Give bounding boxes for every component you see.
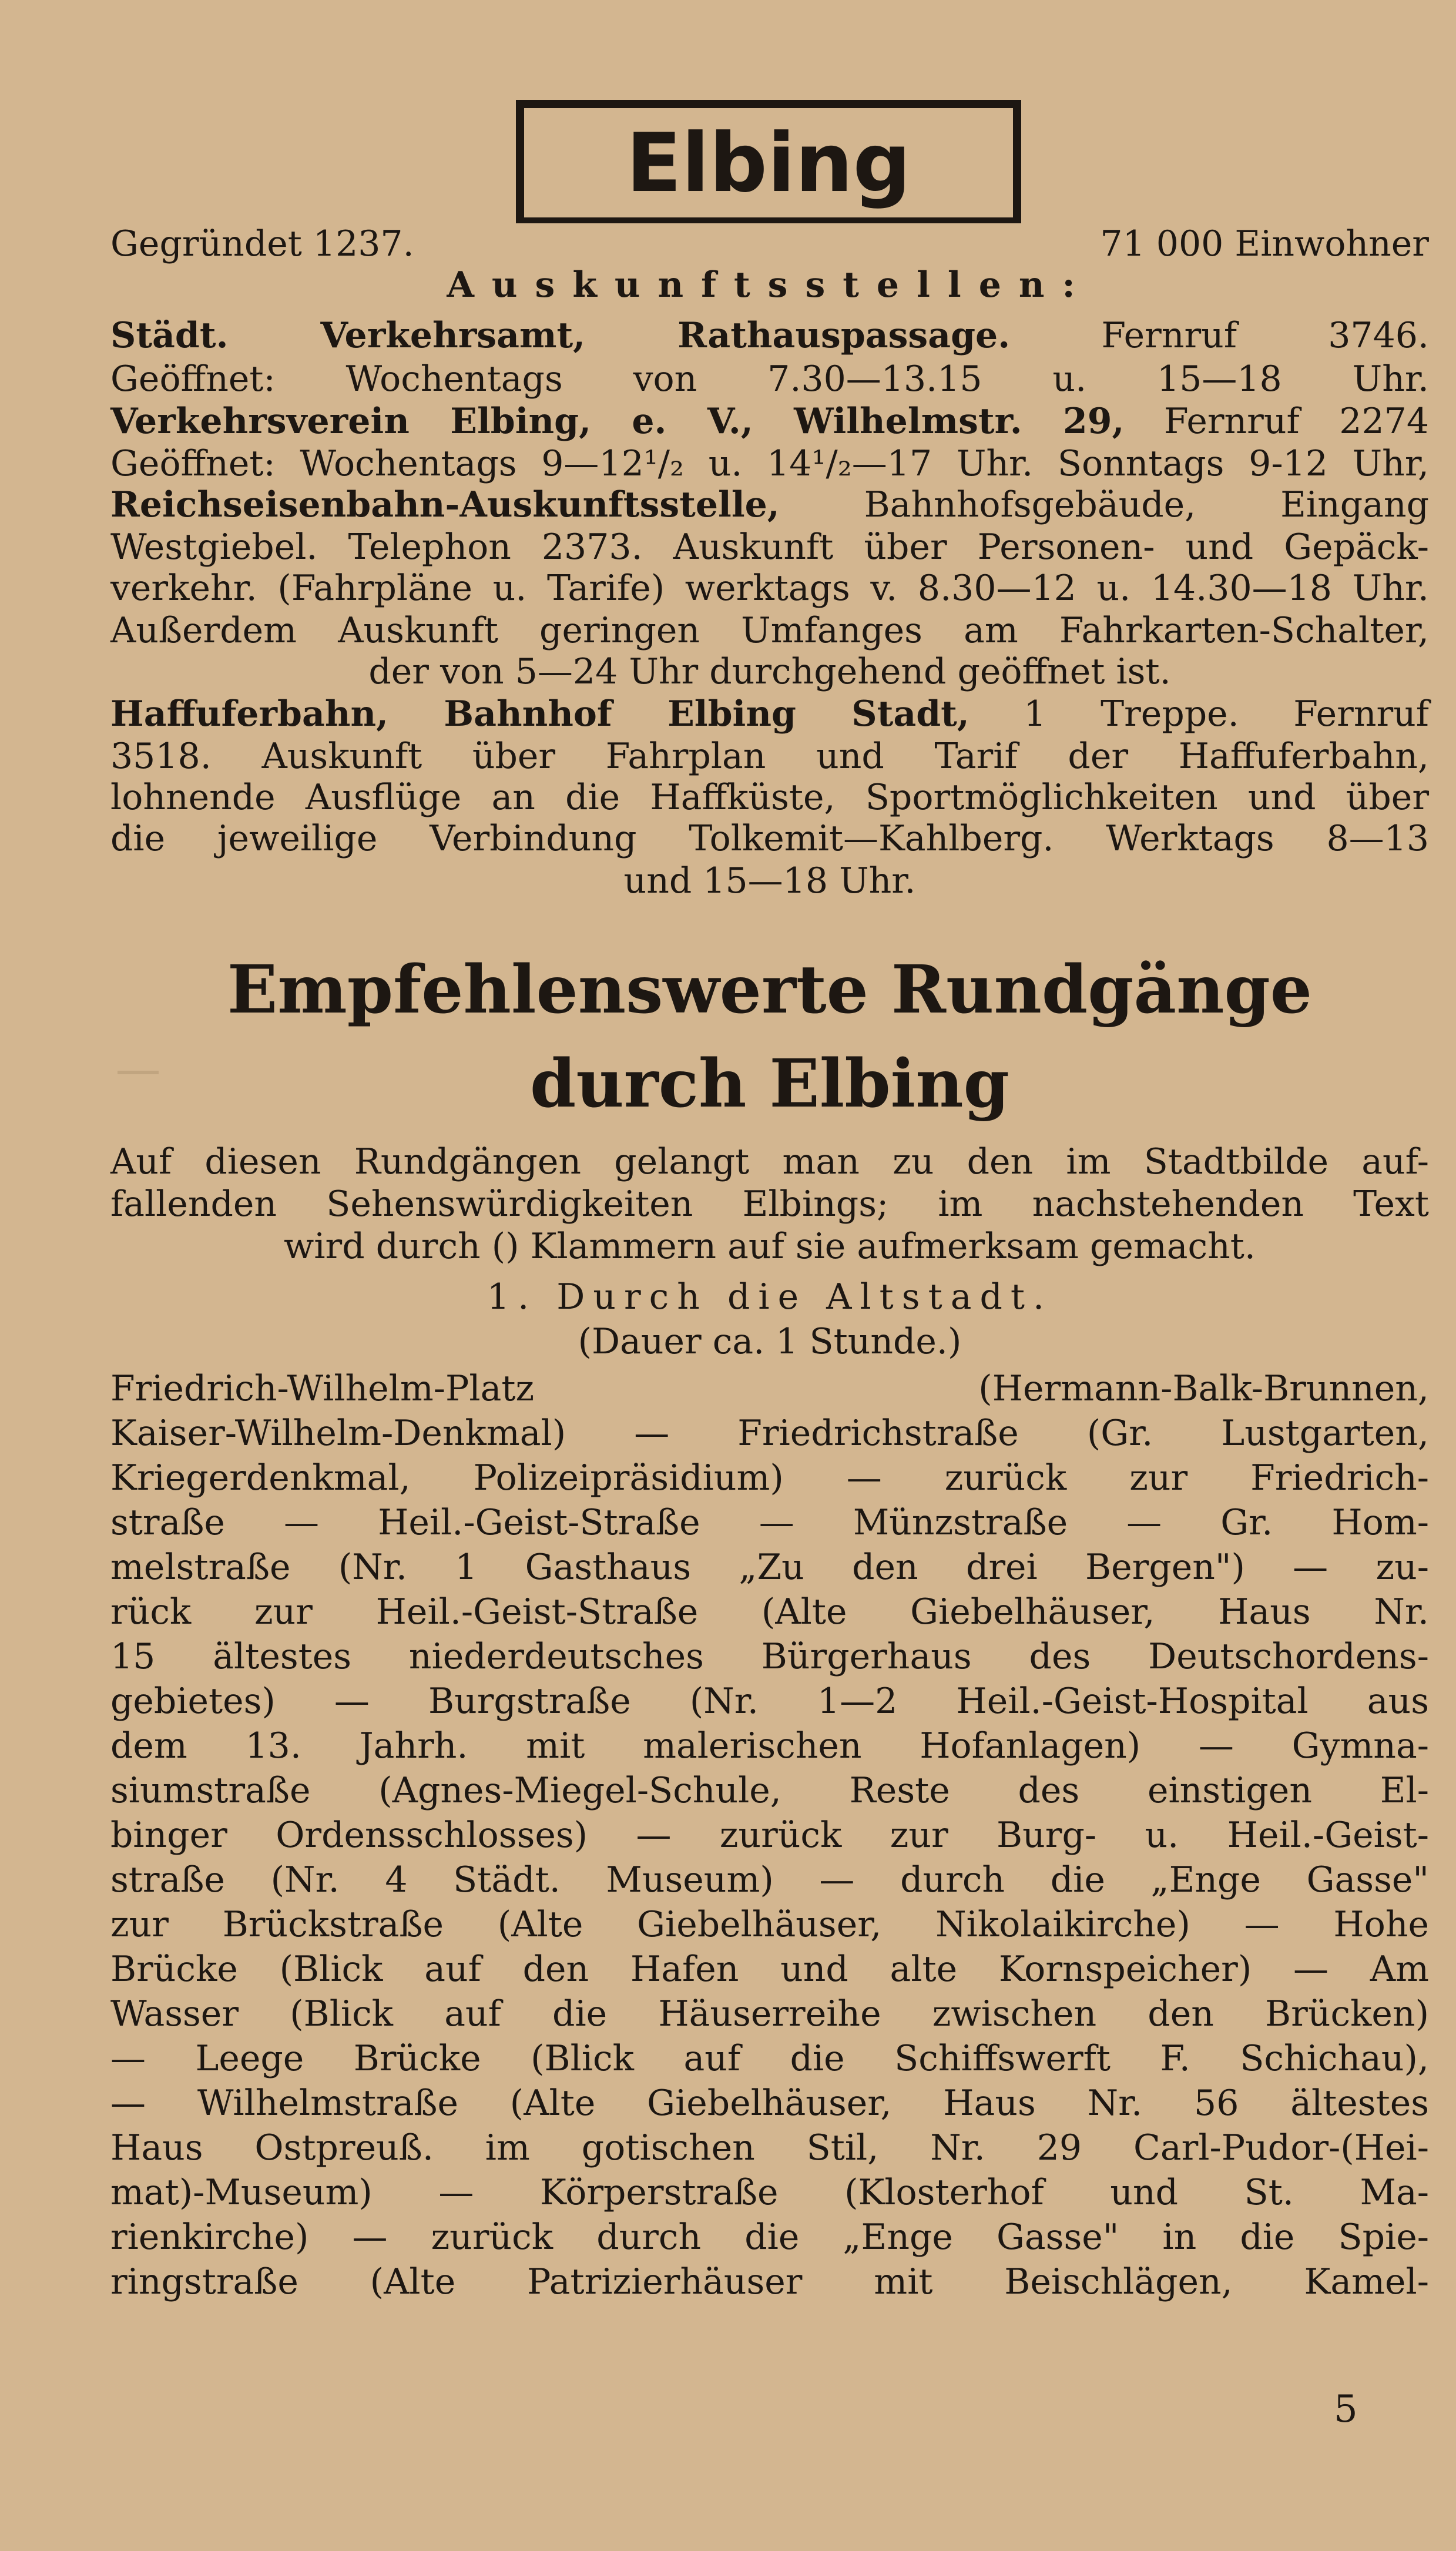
info-line-6: Westgiebel. Telephon 2373. Auskunft über Personen- und Gepäck- bbox=[110, 527, 1429, 568]
tour-line: Brücke (Blick auf den Hafen und alte Kornspeicher) — Am bbox=[110, 1949, 1429, 1990]
frame-top-rule bbox=[516, 100, 1021, 108]
tour-line: Kaiser-Wilhelm-Denkmal) — Friedrichstraße (Gr. Lustgarten, bbox=[110, 1413, 1429, 1454]
founded-text: Gegründet 1237. bbox=[110, 223, 414, 264]
section-heading-line-2: durch Elbing bbox=[530, 1045, 1009, 1122]
tour-line: 15 ältestes niederdeutsches Bürgerhaus des Deutschordens- bbox=[110, 1636, 1429, 1677]
info-line-2: Geöffnet: Wochentags von 7.30—13.15 u. 15—18 Uhr. bbox=[110, 358, 1429, 400]
info-line-4: Geöffnet: Wochentags 9—12¹/₂ u. 14¹/₂—17 Uhr. Sonntags 9-12 Uhr, bbox=[110, 443, 1429, 484]
info-line-5 bbox=[110, 483, 1429, 527]
info-bold-10: Haffuferbahn, Bahnhof Elbing Stadt, bbox=[110, 693, 969, 735]
info-line-10 bbox=[110, 692, 1429, 736]
tour-line: mat)-Museum) — Körperstraße (Klosterhof und St. Ma- bbox=[110, 2172, 1429, 2213]
population-text: 71 000 Einwohner bbox=[1100, 223, 1429, 264]
tour-line: Kriegerdenkmal, Polizeipräsidium) — zurück zur Friedrich- bbox=[110, 1457, 1429, 1499]
tour-line: zur Brückstraße (Alte Giebelhäuser, Nikolaikirche) — Hohe bbox=[110, 1904, 1429, 1945]
tour-line: ringstraße (Alte Patrizierhäuser mit Beischlägen, Kamel- bbox=[110, 2261, 1429, 2302]
tour-line: straße (Nr. 4 Städt. Museum) — durch die „Enge Gasse" bbox=[110, 1859, 1429, 1900]
page-title: Elbing bbox=[626, 116, 911, 210]
tour-line: melstraße (Nr. 1 Gasthaus „Zu den drei Bergen") — zu- bbox=[110, 1547, 1429, 1588]
print-smudge bbox=[118, 1071, 159, 1074]
tour-duration: (Dauer ca. 1 Stunde.) bbox=[578, 1321, 962, 1362]
tour-line: binger Ordensschlosses) — zurück zur Burg- u. Heil.-Geist- bbox=[110, 1815, 1429, 1856]
tour-line: gebietes) — Burgstraße (Nr. 1—2 Heil.-Geist-Hospital aus bbox=[110, 1681, 1429, 1722]
info-line-7: verkehr. (Fahrpläne u. Tarife) werktags v. 8.30—12 u. 14.30—18 Uhr. bbox=[110, 568, 1429, 609]
tour-line: rienkirche) — zurück durch die „Enge Gasse" in die Spie- bbox=[110, 2217, 1429, 2258]
info-line-11: 3518. Auskunft über Fahrplan und Tarif der Haffuferbahn, bbox=[110, 736, 1429, 777]
info-line-1 bbox=[110, 314, 1429, 357]
tour-line: Haus Ostpreuß. im gotischen Stil, Nr. 29 Carl-Pudor-(Hei- bbox=[110, 2127, 1429, 2168]
info-bold-5: Reichseisenbahn-Auskunftsstelle, bbox=[110, 484, 780, 525]
intro-line-3: wird durch () Klammern auf sie aufmerksam gemacht. bbox=[284, 1226, 1256, 1267]
info-bold-1: Städt. Verkehrsamt, Rathauspassage. bbox=[110, 315, 1011, 356]
info-rest-10: 1 Treppe. Fernruf bbox=[1024, 693, 1429, 735]
tour-line: dem 13. Jahrh. mit malerischen Hofanlagen) — Gymna- bbox=[110, 1725, 1429, 1766]
info-line-12: lohnende Ausflüge an die Haffküste, Sportmöglichkeiten und über bbox=[110, 777, 1429, 818]
info-line-8: Außerdem Auskunft geringen Umfanges am Fahrkarten-Schalter, bbox=[110, 610, 1429, 651]
tour-heading: 1. Durch die Altstadt. bbox=[487, 1276, 1053, 1318]
tour-line: rück zur Heil.-Geist-Straße (Alte Giebelhäuser, Haus Nr. bbox=[110, 1591, 1429, 1632]
info-line-13: die jeweilige Verbindung Tolkemit—Kahlberg. Werktags 8—13 bbox=[110, 818, 1429, 859]
section-heading-line-1: Empfehlenswerte Rundgänge bbox=[227, 951, 1313, 1028]
title-frame bbox=[516, 100, 1021, 223]
info-heading: Auskunftsstellen: bbox=[447, 264, 1093, 306]
info-rest-1: Fernruf 3746. bbox=[1101, 315, 1429, 356]
tour-line: — Leege Brücke (Blick auf die Schiffswerft F. Schichau), bbox=[110, 2038, 1429, 2079]
info-rest-5: Bahnhofsgebäude, Eingang bbox=[864, 484, 1429, 525]
info-rest-3: Fernruf 2274 bbox=[1164, 401, 1430, 442]
info-line-9: der von 5—24 Uhr durchgehend geöffnet ist. bbox=[368, 651, 1171, 692]
info-line-3 bbox=[110, 400, 1429, 443]
info-line-14: und 15—18 Uhr. bbox=[623, 860, 916, 901]
tour-line: — Wilhelmstraße (Alte Giebelhäuser, Haus Nr. 56 ältestes bbox=[110, 2083, 1429, 2124]
tour-line: siumstraße (Agnes-Miegel-Schule, Reste des einstigen El- bbox=[110, 1770, 1429, 1811]
intro-line-1: Auf diesen Rundgängen gelangt man zu den im Stadtbilde auf- bbox=[110, 1141, 1429, 1182]
page-number: 5 bbox=[1334, 2388, 1358, 2431]
founding-line bbox=[110, 222, 1429, 266]
tour-line: Wasser (Blick auf die Häuserreihe zwischen den Brücken) bbox=[110, 1993, 1429, 2034]
tour-line: straße — Heil.-Geist-Straße — Münzstraße — Gr. Hom- bbox=[110, 1502, 1429, 1543]
info-bold-3: Verkehrsverein Elbing, e. V., Wilhelmstr. 29, bbox=[110, 401, 1125, 442]
tour-line: Friedrich-Wilhelm-Platz (Hermann-Balk-Brunnen, bbox=[110, 1368, 1429, 1409]
intro-line-2: fallenden Sehenswürdigkeiten Elbings; im nachstehenden Text bbox=[110, 1184, 1429, 1225]
